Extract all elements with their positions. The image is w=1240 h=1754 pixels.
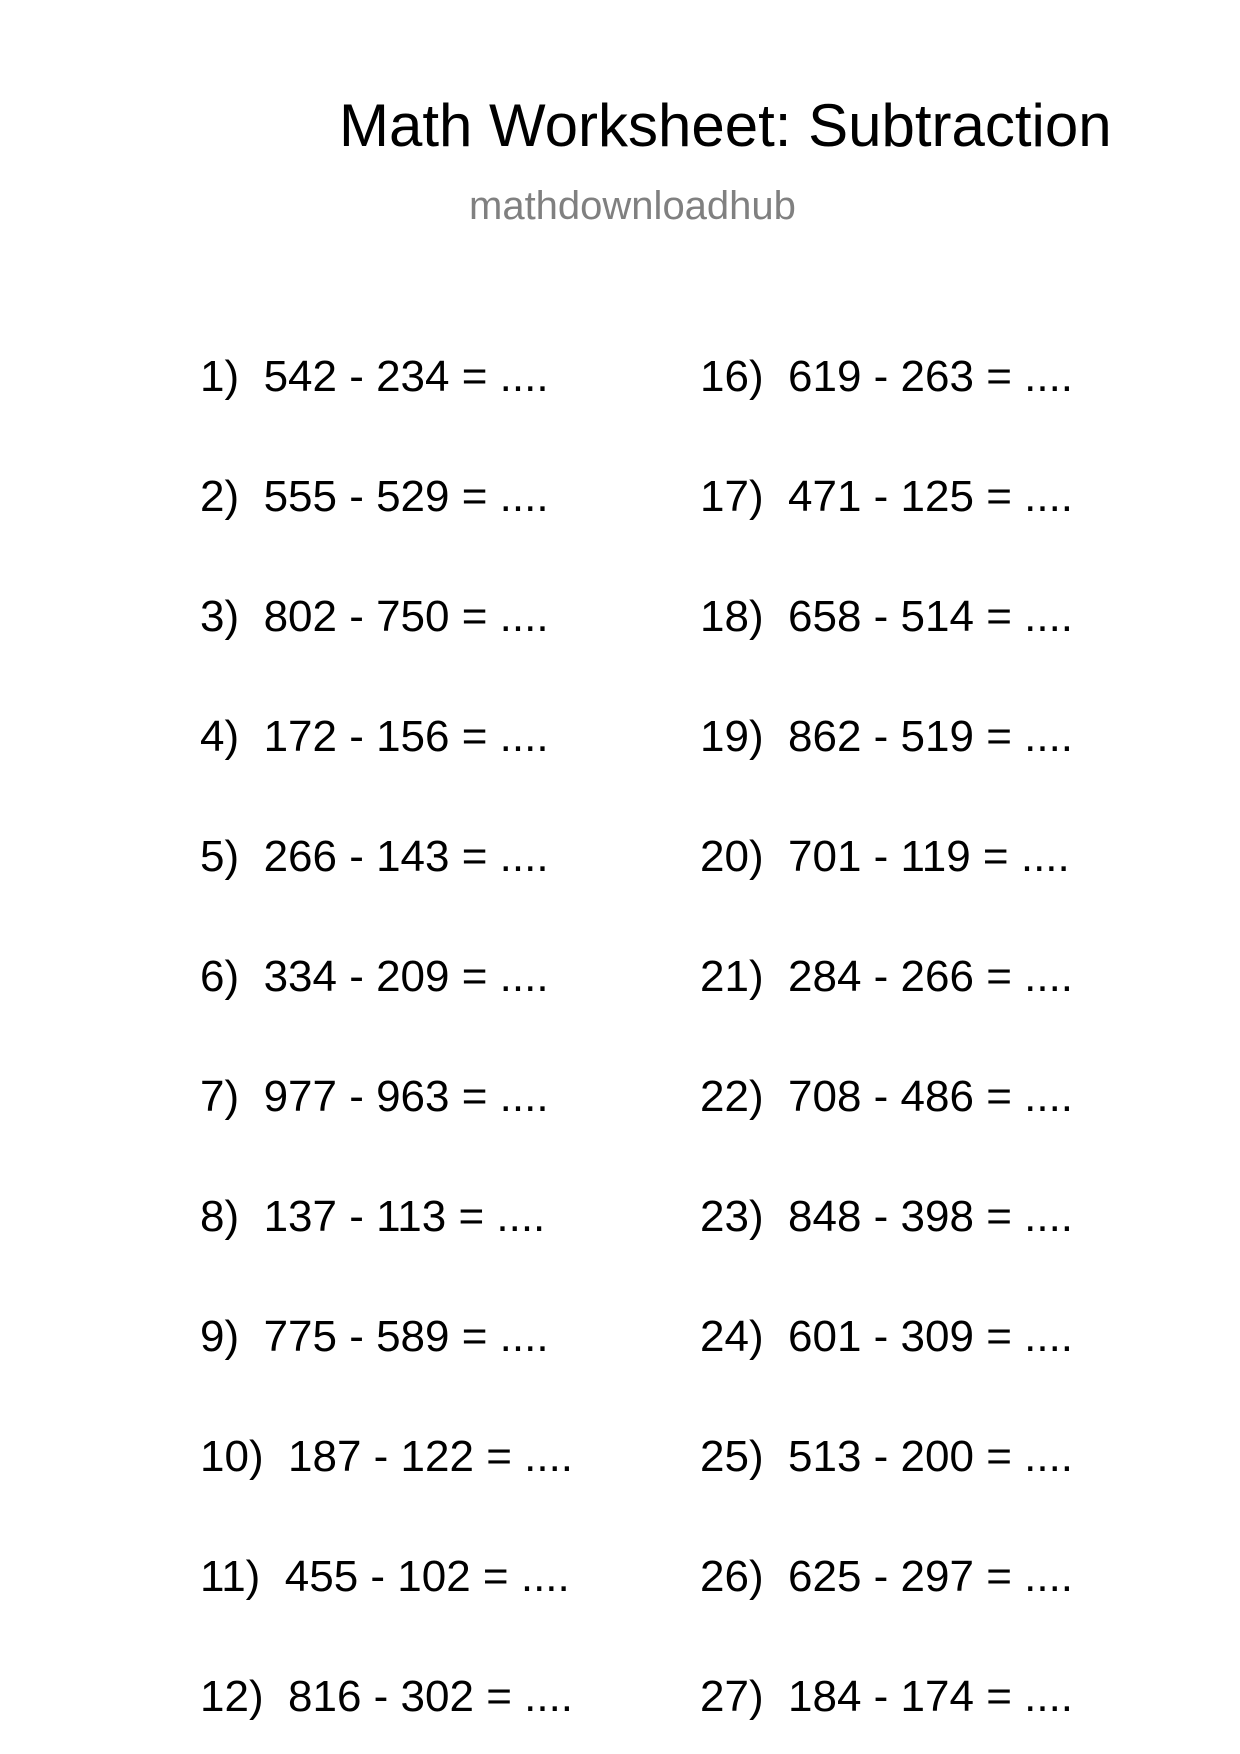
problem-item: 10) 187 - 122 = .... bbox=[200, 1432, 574, 1481]
problem-item: 20) 701 - 119 = .... bbox=[700, 832, 1070, 881]
problem-item: 2) 555 - 529 = .... bbox=[200, 472, 549, 521]
worksheet-title: Math Worksheet: Subtraction bbox=[339, 92, 1112, 159]
problem-item: 25) 513 - 200 = .... bbox=[700, 1432, 1074, 1481]
problem-item: 17) 471 - 125 = .... bbox=[700, 472, 1074, 521]
problem-item: 3) 802 - 750 = .... bbox=[200, 592, 549, 641]
problem-item: 7) 977 - 963 = .... bbox=[200, 1072, 549, 1121]
problem-item: 5) 266 - 143 = .... bbox=[200, 832, 549, 881]
problem-item: 18) 658 - 514 = .... bbox=[700, 592, 1074, 641]
problem-item: 16) 619 - 263 = .... bbox=[700, 352, 1074, 401]
problem-item: 21) 284 - 266 = .... bbox=[700, 952, 1074, 1001]
problem-item: 26) 625 - 297 = .... bbox=[700, 1552, 1074, 1601]
problem-item: 9) 775 - 589 = .... bbox=[200, 1312, 549, 1361]
worksheet-subtitle: mathdownloadhub bbox=[469, 184, 796, 228]
problem-item: 11) 455 - 102 = .... bbox=[200, 1552, 570, 1601]
problem-item: 12) 816 - 302 = .... bbox=[200, 1672, 574, 1721]
problem-item: 22) 708 - 486 = .... bbox=[700, 1072, 1074, 1121]
problem-item: 6) 334 - 209 = .... bbox=[200, 952, 549, 1001]
problem-item: 27) 184 - 174 = .... bbox=[700, 1672, 1074, 1721]
problem-item: 8) 137 - 113 = .... bbox=[200, 1192, 546, 1241]
problem-item: 24) 601 - 309 = .... bbox=[700, 1312, 1074, 1361]
problem-item: 23) 848 - 398 = .... bbox=[700, 1192, 1074, 1241]
problem-item: 1) 542 - 234 = .... bbox=[200, 352, 549, 401]
problem-item: 19) 862 - 519 = .... bbox=[700, 712, 1074, 761]
problem-item: 4) 172 - 156 = .... bbox=[200, 712, 549, 761]
